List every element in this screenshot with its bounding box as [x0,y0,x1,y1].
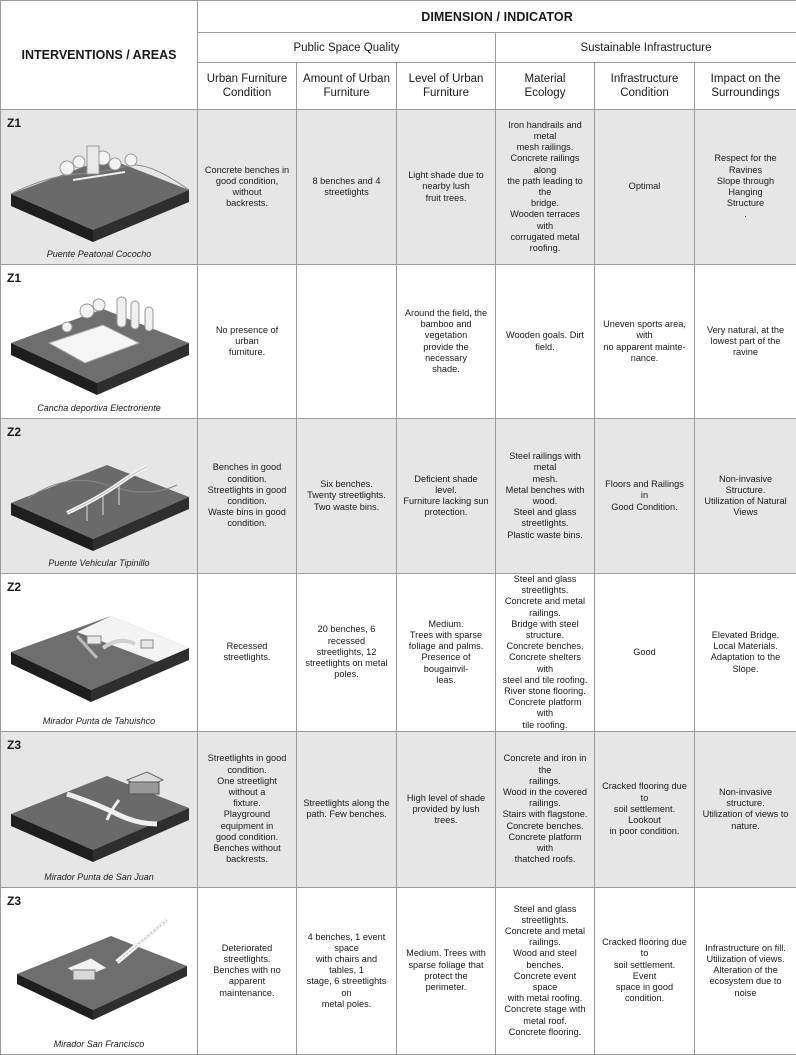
column-header: Impact on the Surroundings [695,63,796,110]
impact-surroundings-cell: Elevated Bridge. Local Materials. Adaptation to the Slope. [695,574,796,732]
zone-label: Z2 [7,425,21,439]
intervention-cell [1,110,198,265]
intervention-caption: Mirador San Francisco [1,1039,197,1049]
material-ecology-cell: Steel and glass streetlights. Concrete and metal railings. Wood and steel benches. Concrete event space with metal roofing. Concrete stage with metal roof. Concrete flooring. [496,887,595,1054]
intervention-cell [1,419,198,574]
column-header: Infrastructure Condition [595,63,695,110]
intervention-caption: Mirador Punta de Tahuishco [1,716,197,726]
zone-label: Z1 [7,271,21,285]
infrastructure-condition-cell: Floors and Railings in Good Condition. [595,419,695,574]
material-ecology-cell: Steel railings with metal mesh. Metal benches with wood. Steel and glass streetlights. Plastic waste bins. [496,419,595,574]
header-dimension-indicator: DIMENSION / INDICATOR [198,1,796,33]
urban-furniture-condition-cell: Streetlights in good condition. One streetlight without a fixture. Playground equipment in good condition. Benches without backrests. [198,731,297,887]
pedestrian-bridge-illustration [7,132,193,242]
level-urban-furniture-cell: Medium. Trees with sparse foliage that protect the perimeter. [397,887,496,1054]
impact-surroundings-cell: Respect for the Ravines Slope through Hanging Structure . [695,110,796,265]
amount-urban-furniture-cell: 4 benches, 1 event space with chairs and tables, 1 stage, 6 streetlights on metal poles. [297,887,397,1054]
material-ecology-cell: Iron handrails and metal mesh railings. Concrete railings along the path leading to the bridge. Wooden terraces with corrugated metal roofing. [496,110,595,265]
zone-label: Z2 [7,580,21,594]
column-header: Amount of Urban Furniture [297,63,397,110]
amount-urban-furniture-cell: 8 benches and 4 streetlights [297,110,397,265]
material-ecology-cell: Concrete and iron in the railings. Wood in the covered railings. Stairs with flagstone. Concrete benches. Concrete platform with thatched roofs. [496,731,595,887]
amount-urban-furniture-cell: 20 benches, 6 recessed streetlights, 12 streetlights on metal poles. [297,574,397,732]
urban-furniture-condition-cell: No presence of urban furniture. [198,265,297,419]
level-urban-furniture-cell: Deficient shade level. Furniture lacking sun protection. [397,419,496,574]
table-row [1,731,796,887]
column-header: Material Ecology [496,63,595,110]
infrastructure-condition-cell: Optimal [595,110,695,265]
intervention-caption: Puente Peatonal Cococho [1,249,197,259]
urban-furniture-condition-cell: Recessed streetlights. [198,574,297,732]
table-row [1,265,796,419]
material-ecology-cell: Steel and glass streetlights. Concrete and metal railings. Bridge with steel structure. Concrete benches. Concrete shelters with steel and tile roofing. River stone flooring. Concrete platform with tile roofing. [496,574,595,732]
level-urban-furniture-cell: High level of shade provided by lush trees. [397,731,496,887]
lookout-illustration [7,596,193,706]
column-header: Level of Urban Furniture [397,63,496,110]
zone-label: Z1 [7,116,21,130]
amount-urban-furniture-cell [297,265,397,419]
intervention-cell [1,265,198,419]
impact-surroundings-cell: Very natural, at the lowest part of the ravine [695,265,796,419]
sports-field-illustration [7,287,193,397]
lookout-path-illustration [7,754,193,864]
lookout-stairs-illustration [7,910,193,1020]
level-urban-furniture-cell: Medium. Trees with sparse foliage and palms. Presence of bougainvil- leas. [397,574,496,732]
intervention-cell [1,887,198,1054]
zone-label: Z3 [7,894,21,908]
header-interventions-areas: INTERVENTIONS / AREAS [1,1,198,110]
infrastructure-condition-cell: Cracked flooring due to soil settlement. Lookout in poor condition. [595,731,695,887]
intervention-caption: Mirador Punta de San Juan [1,872,197,882]
intervention-cell [1,731,198,887]
intervention-caption: Puente Vehicular Tipinillo [1,558,197,568]
group-public-space-quality: Public Space Quality [198,33,496,63]
table-row [1,887,796,1054]
urban-furniture-condition-cell: Benches in good condition. Streetlights in good condition. Waste bins in good condition. [198,419,297,574]
vehicle-bridge-illustration [7,441,193,551]
table-row [1,110,796,265]
infrastructure-condition-cell: Good [595,574,695,732]
amount-urban-furniture-cell: Six benches. Twenty streetlights. Two waste bins. [297,419,397,574]
impact-surroundings-cell: Infrastructure on fill. Utilization of views. Alteration of the ecosystem due to noise [695,887,796,1054]
infrastructure-condition-cell: Uneven sports area, with no apparent mainte- nance. [595,265,695,419]
intervention-caption: Cancha deportiva Electroriente [1,403,197,413]
urban-furniture-condition-cell: Deteriorated streetlights. Benches with no apparent maintenance. [198,887,297,1054]
impact-surroundings-cell: Non-invasive structure. Utilization of views to nature. [695,731,796,887]
amount-urban-furniture-cell: Streetlights along the path. Few benches. [297,731,397,887]
zone-label: Z3 [7,738,21,752]
table-row [1,419,796,574]
material-ecology-cell: Wooden goals. Dirt field. [496,265,595,419]
group-sustainable-infrastructure: Sustainable Infrastructure [496,33,796,63]
table-row [1,574,796,732]
impact-surroundings-cell: Non-invasive Structure. Utilization of Natural Views [695,419,796,574]
level-urban-furniture-cell: Around the field, the bamboo and vegetation provide the necessary shade. [397,265,496,419]
level-urban-furniture-cell: Light shade due to nearby lush fruit trees. [397,110,496,265]
column-header: Urban Furniture Condition [198,63,297,110]
urban-furniture-condition-cell: Concrete benches in good condition, without backrests. [198,110,297,265]
infrastructure-condition-cell: Cracked flooring due to soil settlement. Event space in good condition. [595,887,695,1054]
intervention-cell [1,574,198,732]
